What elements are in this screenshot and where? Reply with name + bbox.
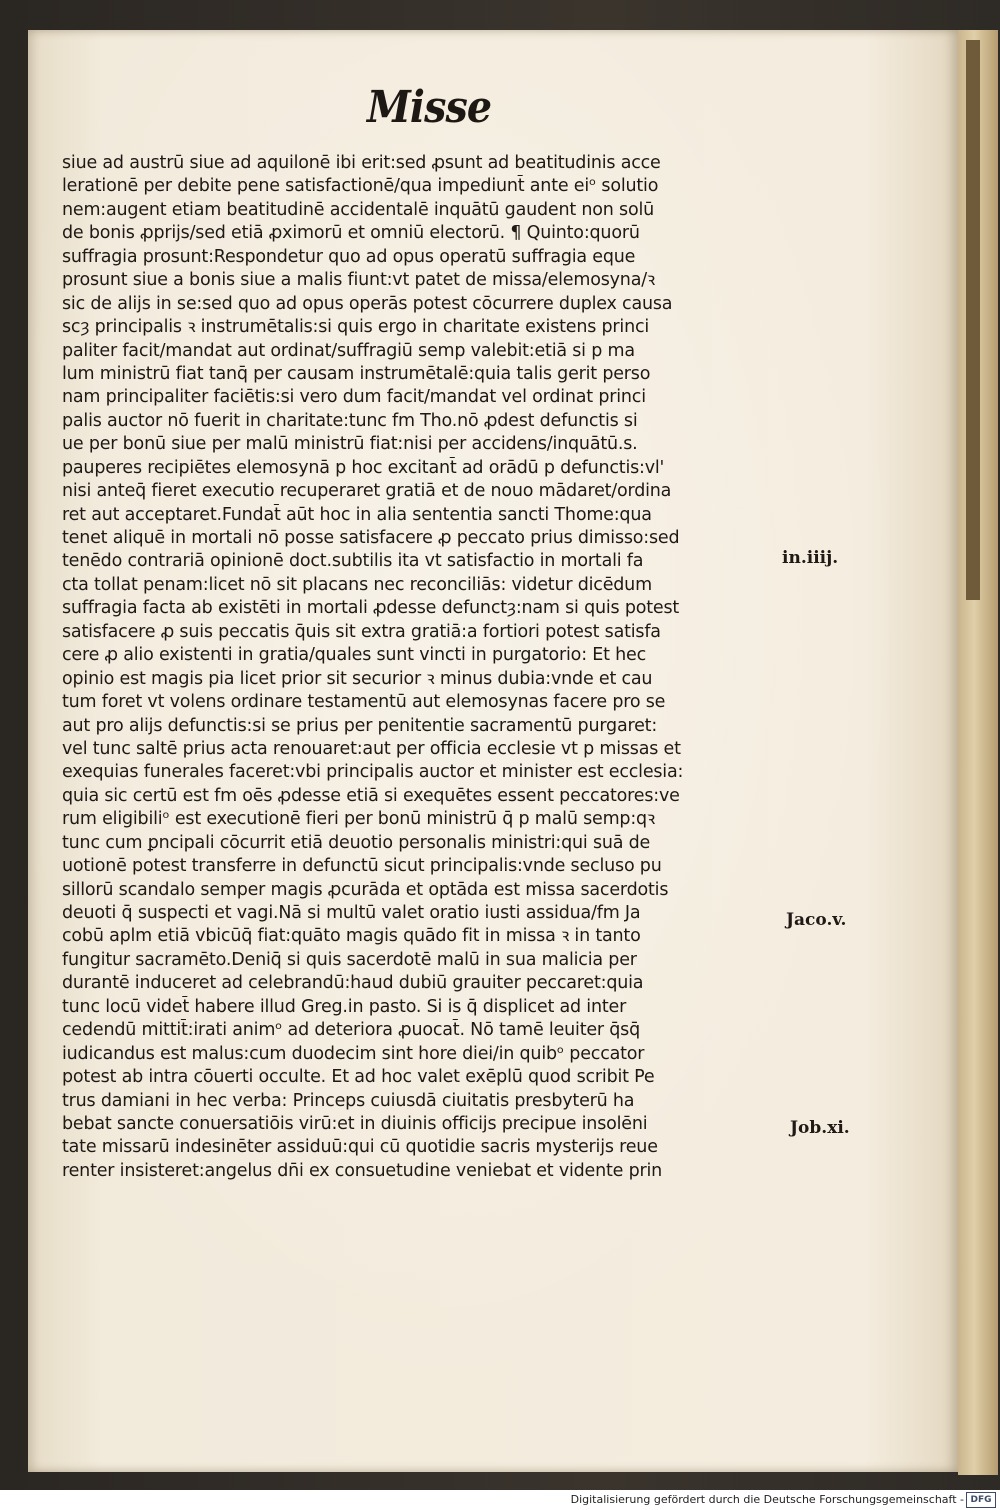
text-line: fungitur sacramēto.Deniq̄ si quis sacerdotē malū in sua malicia per: [62, 949, 637, 970]
marginal-note: in.iiij.: [782, 548, 839, 568]
text-line: trus damiani in hec verba: Princeps cuiusdā ciuitatis presbyterū ha: [62, 1090, 635, 1111]
dfg-logo: DFG: [966, 1492, 996, 1508]
text-line: de bonis ꝓprijs/sed etiā ꝓximorū et omniū electorū. ¶ Quinto:quorū: [62, 223, 640, 244]
text-line: tate missarū indesinēter assiduū:qui cū quotidie sacris mysterijs reue: [62, 1137, 658, 1158]
text-line: cobū aplm etiā vbicūq̄ fiat:quāto magis quādo fit in missa ꝛ in tanto: [62, 926, 641, 947]
text-line: cedendū mittit̄:irati animᵒ ad deteriora ꝓuocat̄. Nō tamē leuiter q̄sq̄: [62, 1020, 641, 1041]
text-line: nam principaliter faciētis:si vero dum facit/mandat vel ordinat princi: [62, 387, 646, 408]
text-line: tunc locū videt̄ habere illud Greg.in pasto. Si is q̄ displicet ad inter: [62, 996, 627, 1017]
text-line: lerationē per debite pene satisfactionē/qua impediunt̄ ante eiᵒ solutio: [62, 176, 659, 197]
footer-bar: [0, 1490, 1000, 1510]
text-line: siue ad austrū siue ad aquilonē ibi erit:sed ꝓsunt ad beatitudinis acce: [62, 153, 661, 173]
text-line: ue per bonū siue per malū ministrū fiat:nisi per accidens/inquātū.s.: [62, 434, 638, 455]
text-line: tenēdo contrariā opinionē doct.subtilis ita vt satisfactio in mortali fa: [62, 551, 644, 572]
text-line: suffragia facta ab existēti in mortali ꝓdesse defunctȝ:nam si quis potest: [62, 598, 680, 619]
text-line: lum ministrū fiat tanq̄ per causam instrumētalē:quia talis gerit perso: [62, 363, 651, 384]
text-line: tunc cum ꝑncipali cōcurrit etiā deuotio personalis ministri:qui suā de: [62, 832, 651, 853]
text-line: durantē induceret ad celebrandū:haud dubiū grauiter peccaret:quia: [62, 973, 644, 994]
text-line: vel tunc saltē prius acta renouaret:aut per officia ecclesie vt p missas et: [62, 738, 681, 759]
page-heading: Misse: [367, 82, 492, 133]
text-line: rum eligibiliᵒ est executionē fieri per bonū ministrū q̄ p malū semp:qꝛ: [62, 809, 656, 830]
text-line: scȝ principalis ꝛ instrumētalis:si quis ergo in charitate existens princi: [62, 317, 650, 338]
text-line: paliter facit/mandat aut ordinat/suffragiū semp valebit:etiā si p ma: [62, 340, 635, 361]
text-line: aut pro alijs defunctis:si se prius per penitentie sacramentū purgaret:: [62, 715, 658, 736]
text-line: nem:augent etiam beatitudinē accidentalē inquātū gaudent non solū: [62, 199, 655, 220]
marginal-note: Job.xi.: [790, 1118, 850, 1138]
text-line: cta tollat penam:licet nō sit placans nec reconciliās: videtur dicēdum: [62, 574, 652, 595]
text-line: bebat sancte conuersatiōis virū:et in diuinis officijs precipue insolēni: [62, 1113, 648, 1134]
text-line: quia sic certū est fm oēs ꝓdesse etiā si exequētes essent peccatores:ve: [62, 785, 680, 806]
text-line: uotionē potest transferre in defunctū sicut principalis:vnde secluso pu: [62, 856, 662, 877]
text-line: suffragia prosunt:Respondetur quo ad opus operatū suffragia eque: [62, 246, 636, 267]
text-line: sillorū scandalo semper magis ꝓcurāda et optāda est missa sacerdotis: [62, 879, 669, 900]
text-line: sic de alijs in se:sed quo ad opus operās potest cōcurrere duplex causa: [62, 293, 673, 314]
body-text: [62, 152, 780, 1183]
adjacent-page-edge: [958, 30, 998, 1475]
text-line: renter insisteret:angelus dn̄i ex consuetudine veniebat et vidente prin: [62, 1160, 663, 1181]
text-line: opinio est magis pia licet prior sit securior ꝛ minus dubia:vnde et cau: [62, 668, 653, 689]
binding-shadow: [966, 40, 980, 600]
marginal-note: Jaco.v.: [786, 910, 847, 930]
text-line: cere ꝓ alio existenti in gratia/quales sunt vincti in purgatorio: Et hec: [62, 645, 647, 666]
text-line: ret aut acceptaret.Fundat̄ aūt hoc in alia sententia sancti Thome:qua: [62, 504, 652, 525]
text-line: exequias funerales faceret:vbi principalis auctor et minister est ecclesia:: [62, 762, 684, 783]
text-line: iudicandus est malus:cum duodecim sint hore diei/in quibᵒ peccator: [62, 1043, 645, 1064]
text-line: palis auctor nō fuerit in charitate:tunc fm Tho.nō ꝓdest defunctis si: [62, 410, 638, 431]
text-line: pauperes recipiētes elemosynā p hoc excitant̄ ad orādū p defunctis:vl': [62, 457, 665, 478]
text-line: prosunt siue a bonis siue a malis fiunt:vt patet de missa/elemosyna/ꝛ: [62, 270, 656, 291]
text-line: tum foret vt volens ordinare testamentū aut elemosynas facere pro se: [62, 692, 666, 713]
text-line: tenet aliquē in mortali nō posse satisfacere ꝓ peccato prius dimisso:sed: [62, 528, 680, 548]
text-line: satisfacere ꝓ suis peccatis q̄uis sit extra gratiā:a fortiori potest satisfa: [62, 621, 661, 642]
funding-credit: Digitalisierung gefördert durch die Deutsche Forschungsgemeinschaft -: [570, 1493, 964, 1506]
text-line: nisi anteq̄ fieret executio recuperaret gratiā et de nouo mādaret/ordina: [62, 481, 672, 502]
text-line: deuoti q̄ suspecti et vagi.Nā si multū valet oratio iusti assidua/fm Ja: [62, 903, 641, 923]
text-line: potest ab intra cōuerti occulte. Et ad hoc valet exēplū quod scribit Pe: [62, 1067, 655, 1088]
